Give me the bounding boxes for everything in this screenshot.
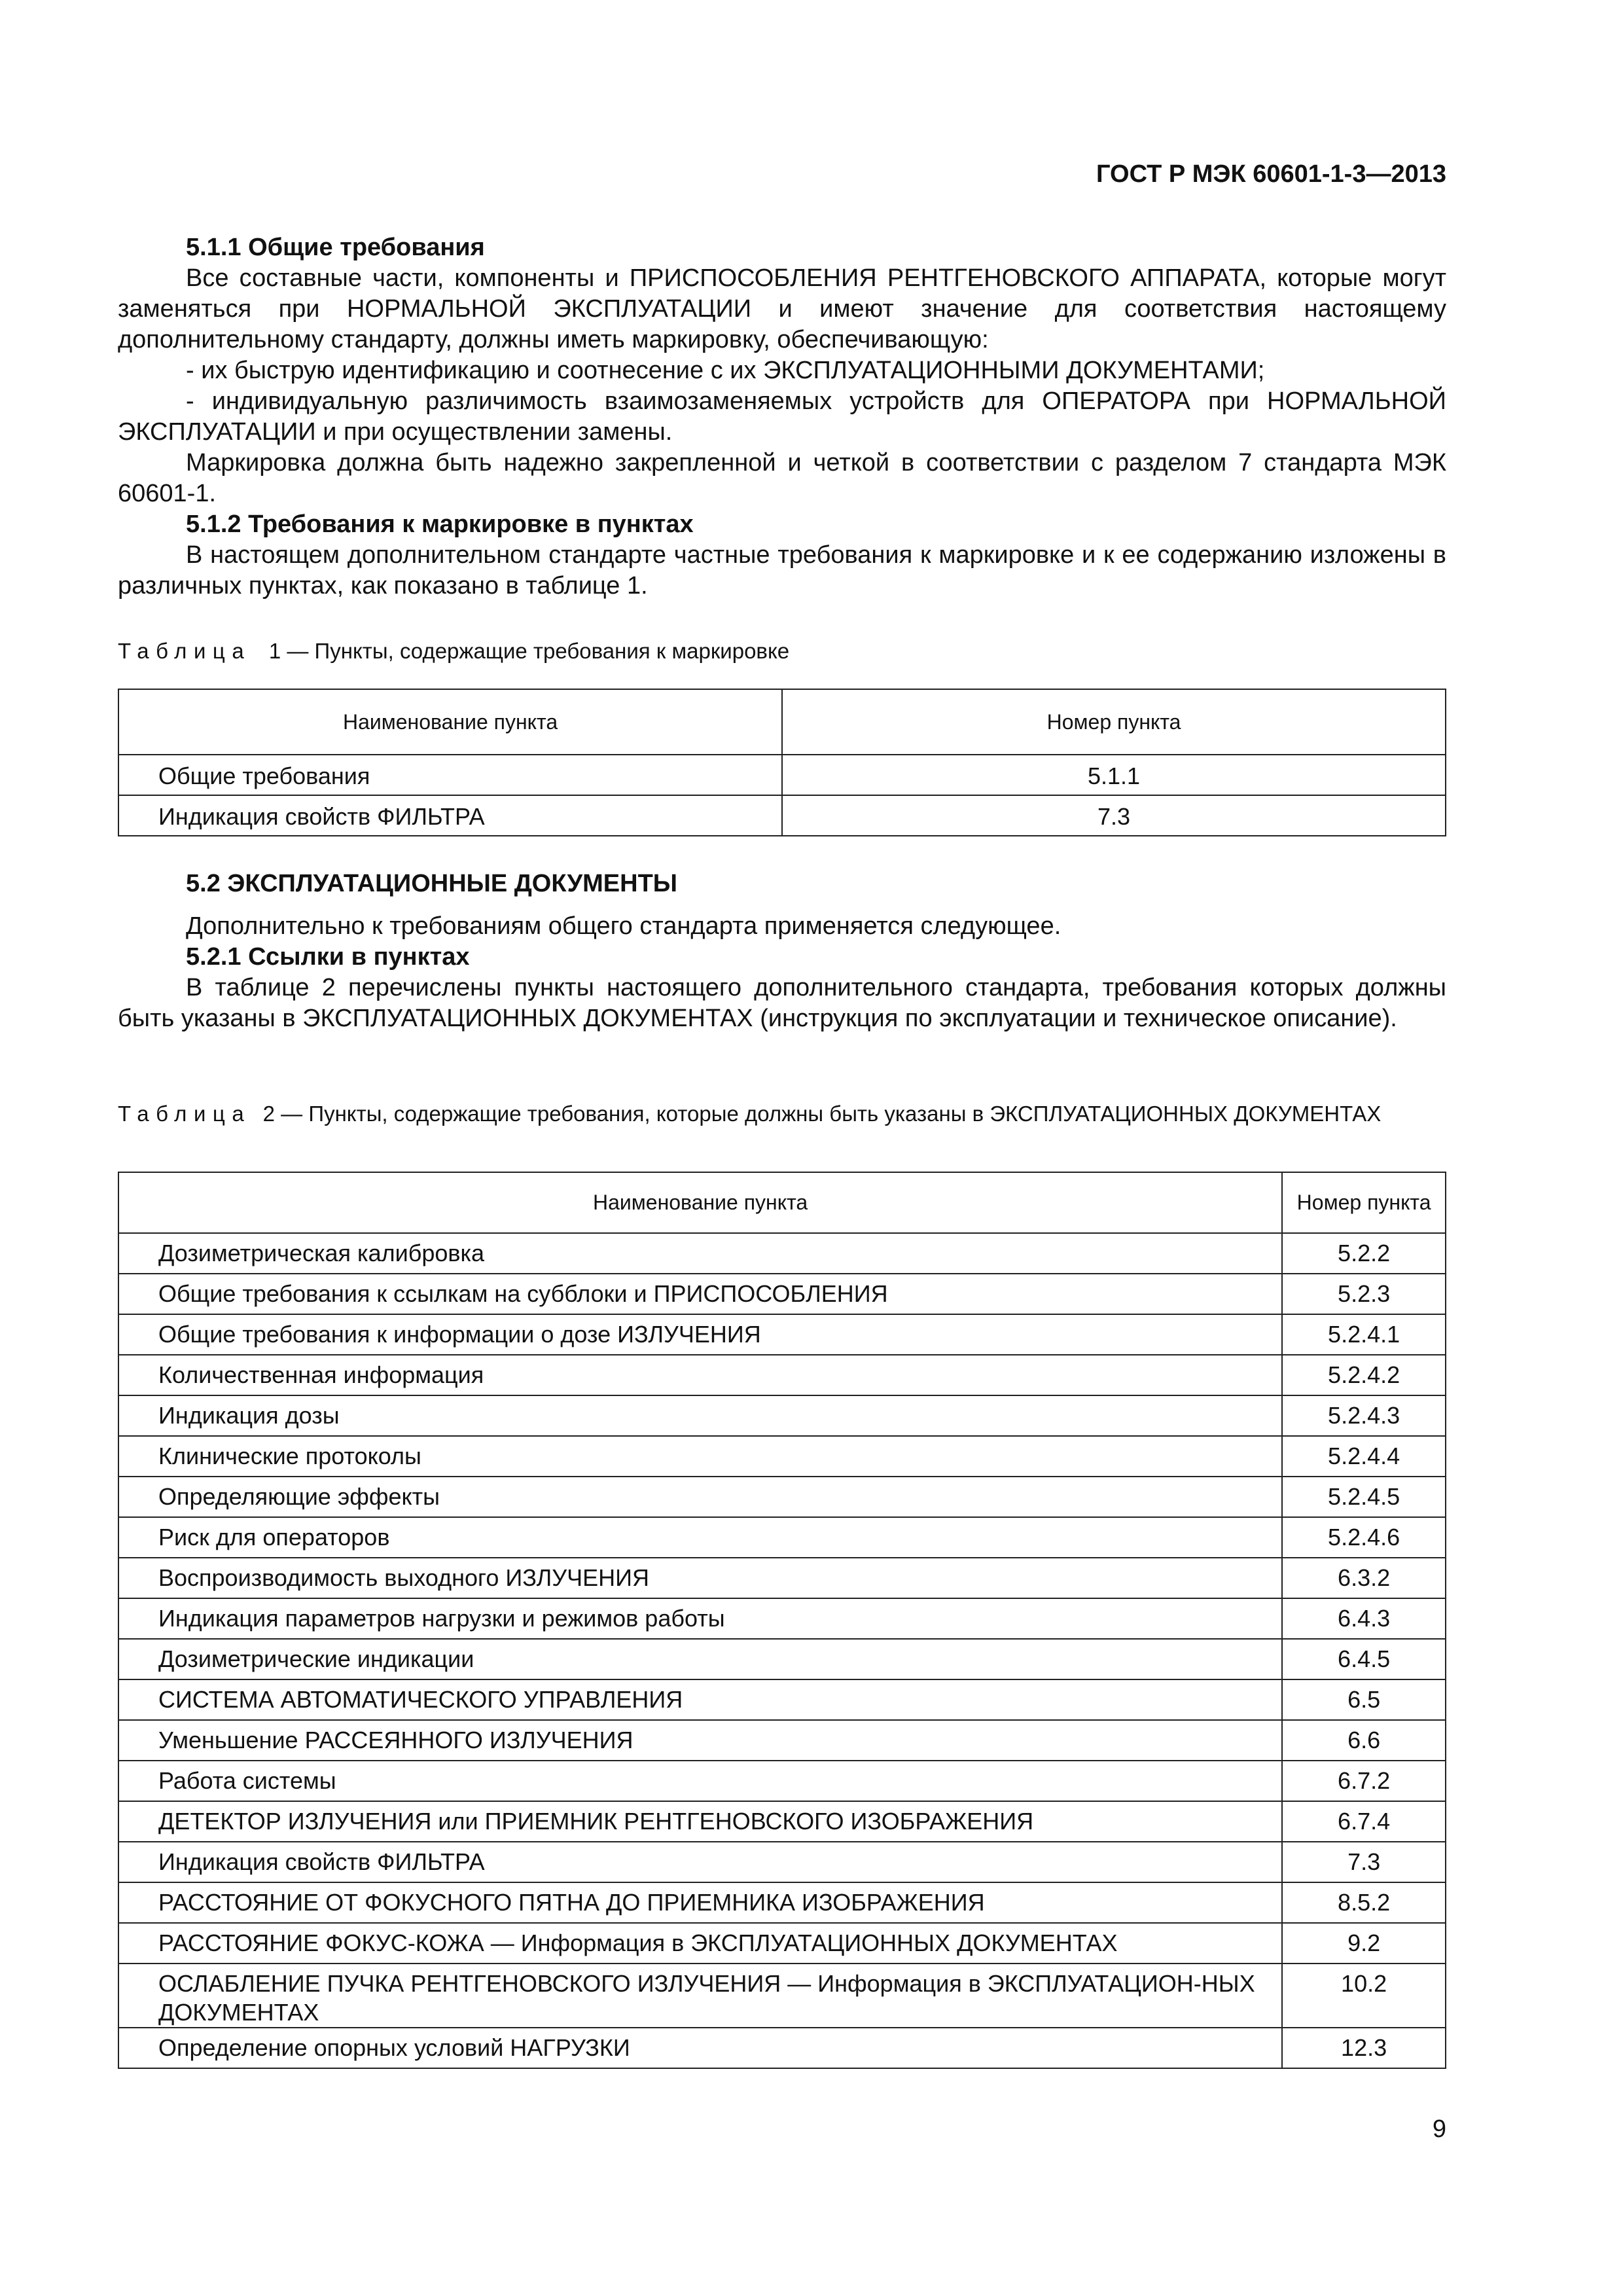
table-2 (118, 1172, 1446, 2069)
table-2-caption (118, 1101, 1446, 1127)
row-number-cell: 6.3.2 (1282, 1558, 1446, 1598)
table-2-caption-text: 2 — Пункты, содержащие требования, которые должны быть указаны в ЭКСПЛУАТАЦИОННЫХ ДОКУМЕНТАХ (262, 1102, 1382, 1126)
table-row (118, 795, 1446, 836)
bullet-identification: - их быструю идентификацию и соотнесение с их ЭКСПЛУАТАЦИОННЫМИ ДОКУМЕНТАМИ; (186, 357, 1265, 384)
table-row (118, 1598, 1446, 1639)
row-number-cell: 6.6 (1282, 1720, 1446, 1761)
row-number-cell: 5.2.4.4 (1282, 1436, 1446, 1477)
table-row (118, 1882, 1446, 1923)
row-number-cell: 9.2 (1282, 1923, 1446, 1964)
table-row (118, 1233, 1446, 1274)
row-number-cell: 5.2.3 (1282, 1274, 1446, 1314)
row-number-cell: 10.2 (1282, 1964, 1446, 2028)
table-row (118, 1761, 1446, 1801)
row-number-cell: 12.3 (1282, 2028, 1446, 2068)
row-name-cell: Индикация параметров нагрузки и режимов работы (118, 1598, 1282, 1639)
table-row (118, 1314, 1446, 1355)
header-cell: Наименование пункта (118, 1172, 1282, 1233)
row-number-cell: 7.3 (782, 795, 1446, 836)
row-name-cell: РАССТОЯНИЕ ОТ ФОКУСНОГО ПЯТНА ДО ПРИЕМНИКА ИЗОБРАЖЕНИЯ (118, 1882, 1282, 1923)
row-name-cell: Количественная информация (118, 1355, 1282, 1395)
row-number-cell: 5.2.4.5 (1282, 1477, 1446, 1517)
row-name-cell: Общие требования к информации о дозе ИЗЛУЧЕНИЯ (118, 1314, 1282, 1355)
row-name-cell: Воспроизводимость выходного ИЗЛУЧЕНИЯ (118, 1558, 1282, 1598)
row-number-cell: 5.1.1 (782, 755, 1446, 795)
table-row (118, 1801, 1446, 1842)
table-row (118, 1436, 1446, 1477)
row-name-cell: Индикация дозы (118, 1395, 1282, 1436)
table-1-caption-text: 1 — Пункты, содержащие требования к маркировке (268, 639, 790, 663)
section-5-1-1-paragraph: Все составные части, компоненты и ПРИСПОСОБЛЕНИЯ РЕНТГЕНОВСКОГО АППАРАТА, которые могут заменяться при НОРМАЛЬНОЙ ЭКСПЛУАТАЦИИ и имеют значение для соответствия настоящему дополнительному стандарту, должны иметь маркировку, обеспечивающую: (118, 264, 1446, 353)
section-5-2-1-heading: 5.2.1 Ссылки в пунктах (186, 943, 470, 971)
table-row (118, 1964, 1446, 2028)
page-number: 9 (1432, 2115, 1446, 2143)
row-name-cell: Клинические протоколы (118, 1436, 1282, 1477)
header-cell: Номер пункта (1282, 1172, 1446, 1233)
row-name-cell: Определение опорных условий НАГРУЗКИ (118, 2028, 1282, 2068)
table-row (118, 1720, 1446, 1761)
section-5-2-heading: 5.2 ЭКСПЛУАТАЦИОННЫЕ ДОКУМЕНТЫ (186, 870, 678, 897)
header-cell: Наименование пункта (118, 689, 782, 755)
row-name-cell: СИСТЕМА АВТОМАТИЧЕСКОГО УПРАВЛЕНИЯ (118, 1679, 1282, 1720)
table-row (118, 1639, 1446, 1679)
row-name-cell: Дозиметрическая калибровка (118, 1233, 1282, 1274)
table-1 (118, 689, 1446, 836)
row-name-cell: Общие требования (118, 755, 782, 795)
row-name-cell: Уменьшение РАССЕЯННОГО ИЗЛУЧЕНИЯ (118, 1720, 1282, 1761)
row-number-cell: 5.2.2 (1282, 1233, 1446, 1274)
row-number-cell: 6.4.5 (1282, 1639, 1446, 1679)
table-2-label: Таблица (118, 1102, 251, 1126)
section-5-2-paragraph: Дополнительно к требованиям общего стандарта применяется следующее. (186, 912, 1061, 940)
table-row (118, 1395, 1446, 1436)
row-name-cell: ДЕТЕКТОР ИЗЛУЧЕНИЯ или ПРИЕМНИК РЕНТГЕНОВСКОГО ИЗОБРАЖЕНИЯ (118, 1801, 1282, 1842)
table-row (118, 1679, 1446, 1720)
row-name-cell: Дозиметрические индикации (118, 1639, 1282, 1679)
standard-id-header: ГОСТ Р МЭК 60601-1-3—2013 (1096, 160, 1446, 188)
table-1-label: Таблица (118, 639, 251, 663)
table-row (118, 1558, 1446, 1598)
row-number-cell: 7.3 (1282, 1842, 1446, 1882)
row-number-cell: 6.4.3 (1282, 1598, 1446, 1639)
row-name-cell: Работа системы (118, 1761, 1282, 1801)
table-row (118, 1517, 1446, 1558)
row-number-cell: 5.2.4.1 (1282, 1314, 1446, 1355)
table-row (118, 1355, 1446, 1395)
table-header-row (118, 689, 1446, 755)
table-row (118, 1842, 1446, 1882)
table-row (118, 2028, 1446, 2068)
table-row (118, 1274, 1446, 1314)
row-name-cell: ОСЛАБЛЕНИЕ ПУЧКА РЕНТГЕНОВСКОГО ИЗЛУЧЕНИЯ — Информация в ЭКСПЛУАТАЦИОН-НЫХ ДОКУМЕНТАХ (118, 1964, 1282, 2028)
row-name-cell: Общие требования к ссылкам на субблоки и ПРИСПОСОБЛЕНИЯ (118, 1274, 1282, 1314)
row-number-cell: 5.2.4.2 (1282, 1355, 1446, 1395)
table-row (118, 1477, 1446, 1517)
row-name-cell: РАССТОЯНИЕ ФОКУС-КОЖА — Информация в ЭКСПЛУАТАЦИОННЫХ ДОКУМЕНТАХ (118, 1923, 1282, 1964)
section-5-1-2-heading: 5.1.2 Требования к маркировке в пунктах (186, 511, 694, 538)
row-name-cell: Определяющие эффекты (118, 1477, 1282, 1517)
section-5-1-2-paragraph: В настоящем дополнительном стандарте частные требования к маркировке и к ее содержанию изложены в различных пунктах, как показано в таблице 1. (118, 541, 1446, 600)
row-number-cell: 6.5 (1282, 1679, 1446, 1720)
row-number-cell: 5.2.4.6 (1282, 1517, 1446, 1558)
header-cell: Номер пункта (782, 689, 1446, 755)
table-row (118, 1923, 1446, 1964)
row-number-cell: 5.2.4.3 (1282, 1395, 1446, 1436)
section-5-2-1-paragraph: В таблице 2 перечислены пункты настоящего дополнительного стандарта, требования которых должны быть указаны в ЭКСПЛУАТАЦИОННЫХ ДОКУМЕНТАХ (инструкция по эксплуатации и техническое описание). (118, 974, 1446, 1032)
table-header-row (118, 1172, 1446, 1233)
row-name-cell: Индикация свойств ФИЛЬТРА (118, 795, 782, 836)
row-name-cell: Риск для операторов (118, 1517, 1282, 1558)
row-number-cell: 6.7.2 (1282, 1761, 1446, 1801)
section-5-1-1-heading: 5.1.1 Общие требования (186, 234, 485, 261)
row-number-cell: 8.5.2 (1282, 1882, 1446, 1923)
table-1-caption (118, 638, 1446, 664)
row-number-cell: 6.7.4 (1282, 1801, 1446, 1842)
section-5-1-1-marking-paragraph: Маркировка должна быть надежно закрепленной и четкой в соответствии с разделом 7 стандарта МЭК 60601-1. (118, 449, 1446, 507)
row-name-cell: Индикация свойств ФИЛЬТРА (118, 1842, 1282, 1882)
bullet-distinguishability: - индивидуальную различимость взаимозаменяемых устройств для ОПЕРАТОРА при НОРМАЛЬНОЙ ЭКСПЛУАТАЦИИ и при осуществлении замены. (118, 387, 1446, 446)
table-row (118, 755, 1446, 795)
